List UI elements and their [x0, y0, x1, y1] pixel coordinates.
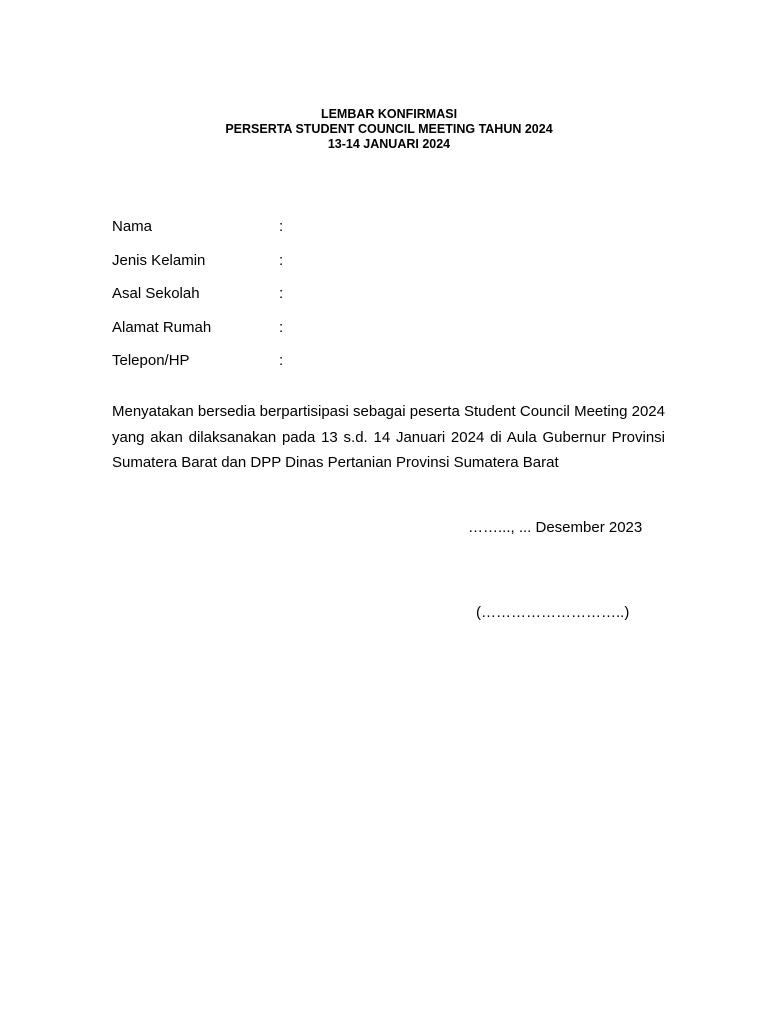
- field-label: Alamat Rumah: [112, 318, 212, 336]
- form-fields: [112, 218, 672, 386]
- field-alamat-rumah: [112, 319, 672, 353]
- field-asal-sekolah: [112, 285, 672, 319]
- field-nama: [112, 218, 672, 252]
- statement-paragraph: Menyatakan bersedia berpartisipasi sebagai peserta Student Council Meeting 2024 yang akan dilaksanakan pada 13 s.d. 14 Januari 2024 di Aula Gubernur Provinsi Sumatera Barat dan DPP Dinas Pertanian Provinsi Sumatera Barat: [112, 403, 665, 471]
- header-title: LEMBAR KONFIRMASI: [320, 107, 458, 121]
- date-line: ……..., ... Desember 2023: [468, 519, 643, 536]
- field-separator: :: [279, 285, 284, 302]
- field-telepon-hp: [112, 352, 672, 386]
- field-label: Telepon/HP: [112, 352, 190, 369]
- field-label: Asal Sekolah: [112, 285, 200, 302]
- field-jenis-kelamin: [112, 252, 672, 286]
- field-separator: :: [279, 251, 284, 269]
- field-label: Jenis Kelamin: [112, 251, 206, 269]
- field-separator: :: [279, 218, 284, 235]
- signature-line: (………………………..): [476, 604, 630, 621]
- field-separator: :: [279, 318, 284, 336]
- field-separator: :: [279, 352, 284, 369]
- field-label: Nama: [112, 218, 153, 235]
- header-date: 13-14 JANUARI 2024: [327, 137, 451, 151]
- header-subtitle: PERSERTA STUDENT COUNCIL MEETING TAHUN 2024: [225, 122, 553, 136]
- document-header: [0, 107, 768, 152]
